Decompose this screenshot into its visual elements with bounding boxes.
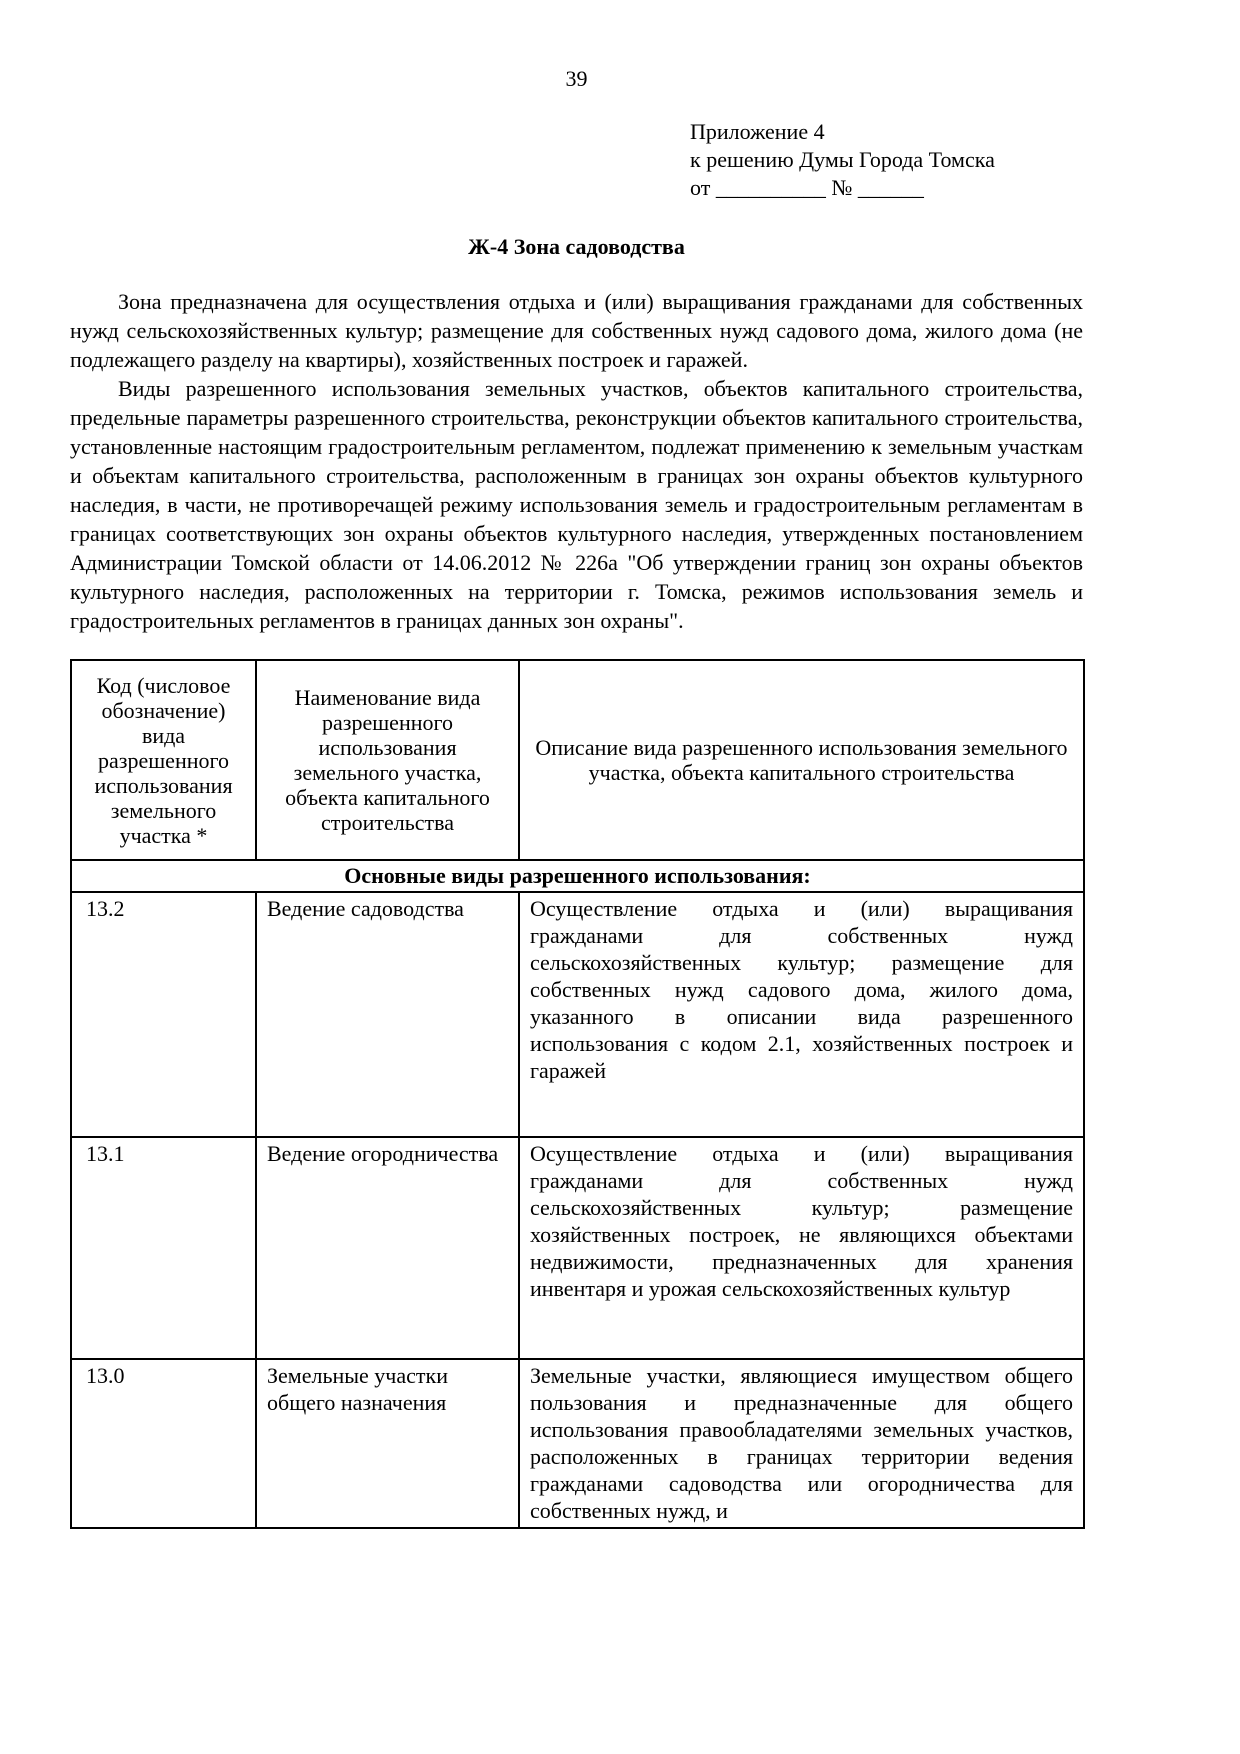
- document-page: [70, 0, 1083, 1529]
- table-row: [71, 892, 1084, 1137]
- appendix-date-number-line: от __________ № ______: [690, 175, 924, 200]
- use-code: 13.2: [71, 892, 256, 1137]
- use-name: Земельные участки общего назначения: [256, 1359, 519, 1528]
- table-row: [71, 1137, 1084, 1359]
- appendix-decision-line: к решению Думы Города Томска: [690, 147, 995, 172]
- use-description: Осуществление отдыха и (или) выращивания гражданами для собственных нужд сельскохозяйственных культур; размещение хозяйственных построек, не являющихся объектами недвижимости, предназначенных для хранения инвентаря и урожая сельскохозяйственных культур: [519, 1137, 1084, 1359]
- use-description: Осуществление отдыха и (или) выращивания гражданами для собственных нужд сельскохозяйственных культур; размещение для собственных нужд садового дома, жилого дома, указанного в описании вида разрешенного использования с кодом 2.1, хозяйственных построек и гаражей: [519, 892, 1084, 1137]
- table-header-row: [71, 660, 1084, 860]
- header-code-column: Код (числовое обозначение) вида разрешенного использования земельного участка *: [71, 660, 256, 860]
- use-name: Ведение огородничества: [256, 1137, 519, 1359]
- permitted-use-regulations-paragraph: Виды разрешенного использования земельных участков, объектов капитального строительства, предельные параметры разрешенного строительства, реконструкции объектов капитального строительства, установленные настоящим градостроительным регламентом, подлежат применению к земельным участкам и объектам капитального строительства, расположенным в границах зон охраны объектов культурного наследия, в части, не противоречащей режиму использования земель и градостроительным регламентам в границах соответствующих зон охраны объектов культурного наследия, утвержденных постановлением Администрации Томской области от 14.06.2012 № 226а "Об утверждении границ зон охраны объектов культурного наследия, расположенных на территории г. Томска, режимов использования земель и градостроительных регламентов в границах данных зон охраны".: [70, 376, 1083, 633]
- permitted-uses-table: [70, 659, 1085, 1529]
- use-code: 13.1: [71, 1137, 256, 1359]
- page-number: 39: [565, 66, 588, 91]
- appendix-line: Приложение 4: [690, 119, 825, 144]
- use-code: 13.0: [71, 1359, 256, 1528]
- appendix-block: [690, 118, 1083, 202]
- section-row-main-uses: [71, 860, 1084, 892]
- zone-purpose-paragraph: Зона предназначена для осуществления отдыха и (или) выращивания гражданами для собственных нужд сельскохозяйственных культур; размещение для собственных нужд садового дома, жилого дома (не подлежащего разделу на квартиры), хозяйственных построек и гаражей.: [70, 289, 1083, 372]
- document-title: Ж-4 Зона садоводства: [468, 234, 685, 259]
- body-text: [70, 287, 1083, 635]
- section-row-label: Основные виды разрешенного использования:: [71, 860, 1084, 892]
- header-description-column: Описание вида разрешенного использования земельного участка, объекта капитального строительства: [519, 660, 1084, 860]
- header-name-column: Наименование вида разрешенного использования земельного участка, объекта капитального строительства: [256, 660, 519, 860]
- table-row: [71, 1359, 1084, 1528]
- use-description: Земельные участки, являющиеся имуществом общего пользования и предназначенные для общего использования правообладателями земельных участков, расположенных в границах территории ведения гражданами садоводства или огородничества для собственных нужд, и: [519, 1359, 1084, 1528]
- use-name: Ведение садоводства: [256, 892, 519, 1137]
